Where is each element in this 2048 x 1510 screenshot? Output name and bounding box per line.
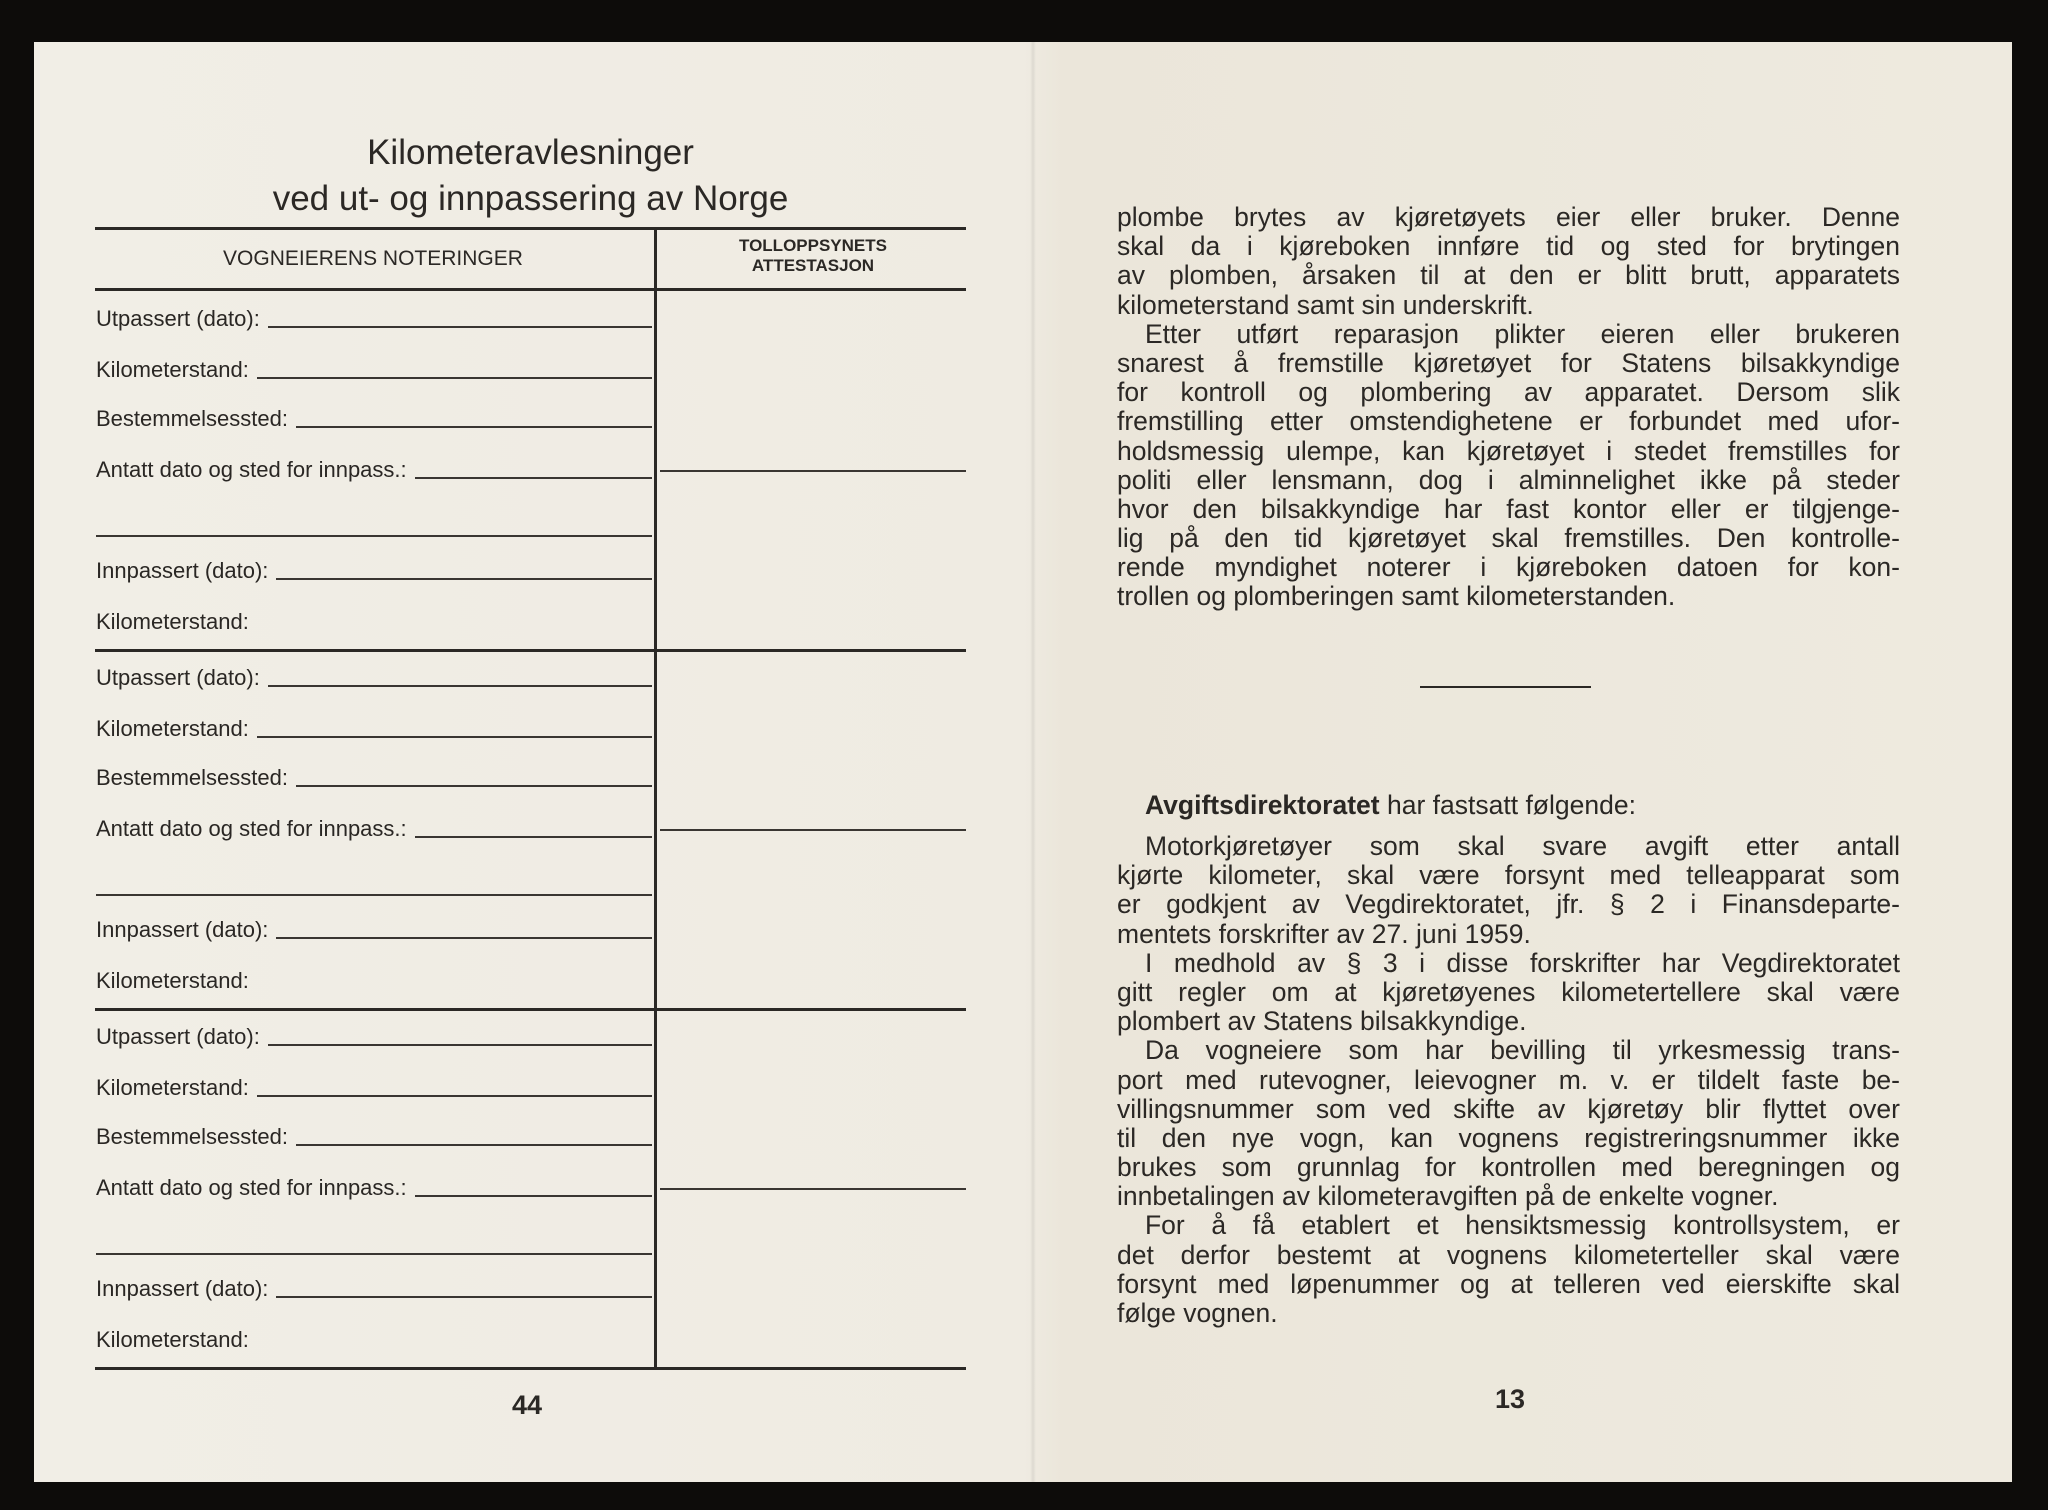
text-line: For å få etablert et hensiktsmessig kontrollsystem, er	[1145, 1210, 1900, 1241]
field-input-line[interactable]	[296, 426, 652, 428]
field-label: Innpassert (dato):	[96, 1276, 269, 1301]
text-line: lig på den tid kjøretøyet skal fremstilles. Den kontrolle-	[1117, 523, 1900, 554]
text-line: plombert av Statens bilsakkyndige.	[1117, 1006, 1527, 1037]
form-row-km2	[96, 968, 652, 994]
text-line: villingsnummer som ved skifte av kjøretøy blir flyttet over	[1117, 1093, 1900, 1124]
page-number-left: 44	[512, 1390, 543, 1420]
form-row-in_date	[96, 1276, 652, 1302]
field-label: Kilometerstand:	[96, 609, 249, 634]
column-header-customs-line2: ATTESTASJON	[751, 256, 875, 275]
form-row-destination	[96, 1124, 652, 1150]
text-line: det derfor bestemt at vognens kilometerteller skal være	[1117, 1239, 1900, 1270]
form-row-out_date	[96, 665, 652, 691]
field-label: Bestemmelsessted:	[96, 1124, 288, 1149]
section-rule	[95, 1367, 966, 1370]
text-line: Etter utført reparasjon plikter eieren eller brukeren	[1145, 318, 1900, 349]
body-text-top	[1117, 203, 1900, 612]
text-line: følge vognen.	[1117, 1298, 1278, 1328]
text-line: politi eller lensmann, dog i alminnelighet ikke på steder	[1117, 464, 1900, 495]
field-input-line[interactable]	[415, 1195, 652, 1197]
field-label: Bestemmelsessted:	[96, 765, 288, 790]
form-row-in_date	[96, 558, 652, 584]
column-header-customs	[660, 236, 966, 276]
text-line: Da vogneiere som har bevilling til yrkesmessig trans-	[1145, 1035, 1900, 1066]
section-separator	[1420, 686, 1591, 688]
form-title: Kilometeravlesninger	[367, 133, 694, 172]
form-row-km2	[96, 1327, 652, 1353]
text-line: hvor den bilsakkyndige har fast kontor eller er tilgjenge-	[1117, 493, 1900, 524]
text-line: forsynt med løpenummer og at telleren ved eierskifte skal	[1117, 1268, 1900, 1299]
heading-bold: Avgiftsdirektoratet	[1145, 790, 1380, 820]
field-input-line[interactable]	[276, 578, 652, 580]
field-label: Kilometerstand:	[96, 716, 249, 741]
page-fold	[1030, 42, 1036, 1482]
text-line: fremstilling etter omstendighetene er forbundet med ufor-	[1117, 406, 1900, 437]
field-label: Kilometerstand:	[96, 1075, 249, 1100]
text-line: for kontroll og plombering av apparatet. Dersom slik	[1117, 377, 1900, 408]
field-input-line[interactable]	[268, 685, 652, 687]
blank-input-line[interactable]	[96, 894, 652, 896]
form-row-out_date	[96, 1024, 652, 1050]
text-line: mentets forskrifter av 27. juni 1959.	[1117, 918, 1531, 949]
customs-signature-line[interactable]	[660, 470, 966, 472]
customs-signature-line[interactable]	[660, 1188, 966, 1190]
field-input-line[interactable]	[276, 1296, 652, 1298]
field-label: Antatt dato og sted for innpass.:	[96, 816, 407, 841]
field-input-line[interactable]	[268, 1044, 652, 1046]
text-line: holdsmessig ulempe, kan kjøretøyet i stedet fremstilles for	[1117, 435, 1900, 466]
section-heading	[1145, 790, 1636, 821]
field-label: Utpassert (dato):	[96, 1024, 260, 1049]
text-line: innbetalingen av kilometeravgiften på de enkelte vogner.	[1117, 1181, 1779, 1212]
form-row-km1	[96, 357, 652, 383]
field-input-line[interactable]	[257, 1095, 652, 1097]
page-number-right: 13	[1495, 1384, 1526, 1414]
top-rule	[95, 227, 966, 230]
field-label: Antatt dato og sted for innpass.:	[96, 457, 407, 482]
text-line: I medhold av § 3 i disse forskrifter har Vegdirektoratet	[1145, 947, 1900, 978]
field-input-line[interactable]	[296, 1144, 652, 1146]
form-row-km1	[96, 716, 652, 742]
field-input-line[interactable]	[268, 326, 652, 328]
customs-signature-line[interactable]	[660, 829, 966, 831]
text-line: rende myndighet noterer i kjøreboken datoen for kon-	[1117, 552, 1900, 583]
section-rule	[95, 1008, 966, 1011]
text-line: port med rutevogner, leievogner m. v. er tildelt faste be-	[1117, 1064, 1900, 1095]
blank-input-line[interactable]	[96, 1253, 652, 1255]
field-input-line[interactable]	[415, 836, 652, 838]
field-input-line[interactable]	[276, 937, 652, 939]
form-row-expected	[96, 457, 652, 483]
text-line: brukes som grunnlag for kontrollen med beregningen og	[1117, 1152, 1900, 1183]
body-text-bottom	[1117, 832, 1900, 1328]
text-line: til den nye vogn, kan vognens registreringsnummer ikke	[1117, 1122, 1900, 1153]
form-row-in_date	[96, 917, 652, 943]
text-line: Motorkjøretøyer som skal svare avgift etter antall	[1145, 831, 1900, 861]
field-input-line[interactable]	[257, 377, 652, 379]
form-row-destination	[96, 765, 652, 791]
form-row-expected	[96, 816, 652, 842]
field-label: Antatt dato og sted for innpass.:	[96, 1175, 407, 1200]
section-rule	[95, 649, 966, 652]
text-line: av plomben, årsaken til at den er blitt brutt, apparatets	[1117, 260, 1900, 291]
text-line: trollen og plomberingen samt kilometerstanden.	[1117, 581, 1676, 612]
text-line: er godkjent av Vegdirektoratet, jfr. § 2 i Finansdeparte-	[1117, 889, 1900, 920]
field-label: Innpassert (dato):	[96, 558, 269, 583]
form-row-expected	[96, 1175, 652, 1201]
field-input-line[interactable]	[257, 736, 652, 738]
form-row-destination	[96, 406, 652, 432]
form-row-km1	[96, 1075, 652, 1101]
text-line: kjørte kilometer, skal være forsynt med telleapparat som	[1117, 860, 1900, 891]
form-row-out_date	[96, 306, 652, 332]
form-subtitle: ved ut- og innpassering av Norge	[272, 179, 789, 218]
text-line: plombe brytes av kjøretøyets eier eller bruker. Denne	[1117, 202, 1900, 232]
field-label: Utpassert (dato):	[96, 306, 260, 331]
field-label: Kilometerstand:	[96, 968, 249, 993]
column-header-customs-line1: TOLLOPPSYNETS	[739, 236, 887, 255]
field-label: Kilometerstand:	[96, 357, 249, 382]
field-label: Innpassert (dato):	[96, 917, 269, 942]
text-line: skal da i kjøreboken innføre tid og sted for brytingen	[1117, 231, 1900, 262]
text-line: gitt regler om at kjøretøyenes kilometertellere skal være	[1117, 976, 1900, 1007]
field-label: Utpassert (dato):	[96, 665, 260, 690]
field-input-line[interactable]	[296, 785, 652, 787]
field-label: Kilometerstand:	[96, 1327, 249, 1352]
column-divider	[654, 229, 657, 1369]
header-rule	[95, 288, 966, 291]
blank-input-line[interactable]	[96, 535, 652, 537]
text-line: kilometerstand samt sin underskrift.	[1117, 289, 1534, 320]
field-label: Bestemmelsessted:	[96, 406, 288, 431]
column-header-owner: VOGNEIERENS NOTERINGER	[223, 247, 523, 270]
field-input-line[interactable]	[415, 477, 652, 479]
heading-rest: har fastsatt følgende:	[1379, 790, 1636, 820]
text-line: snarest å fremstille kjøretøyet for Statens bilsakkyndige	[1117, 347, 1900, 378]
form-row-km2	[96, 609, 652, 635]
